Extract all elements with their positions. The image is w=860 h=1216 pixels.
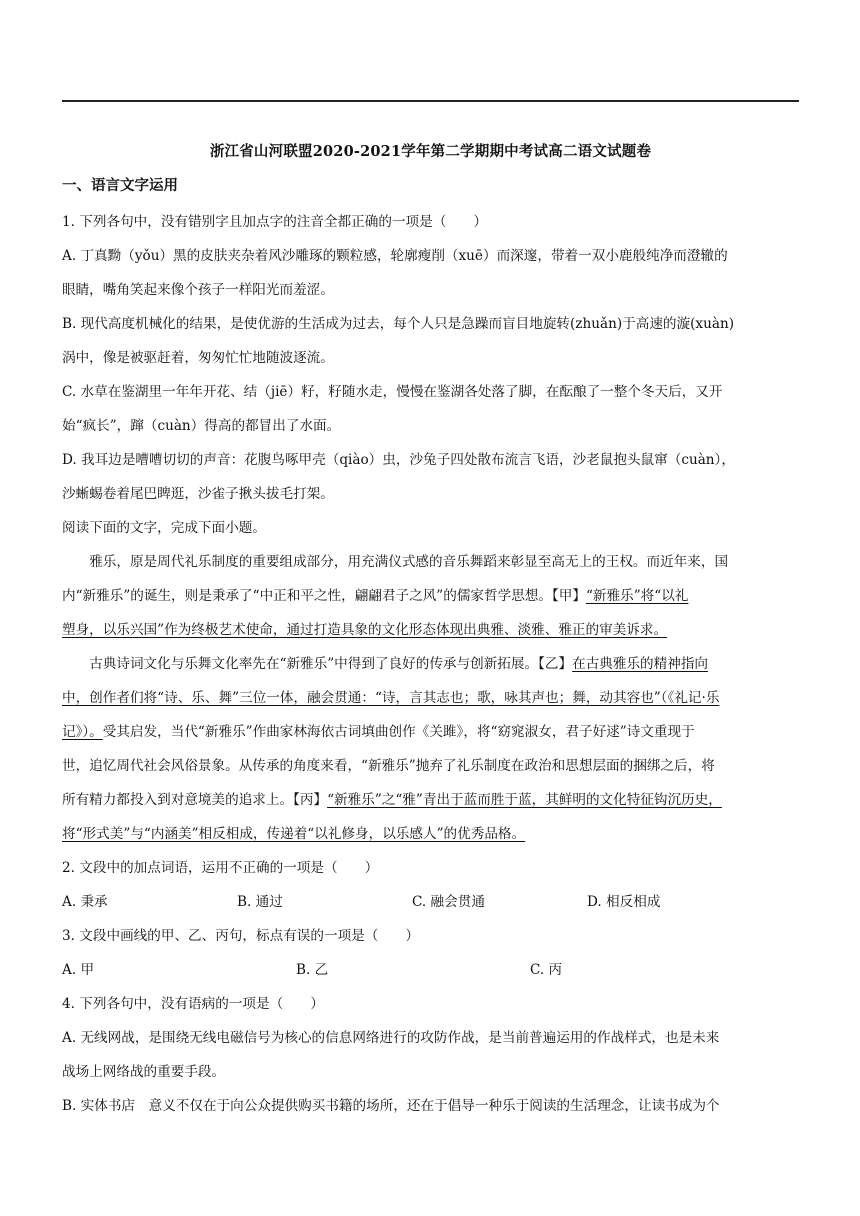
q1-option-a-line2: 眼睛，嘴角笑起来像个孩子一样阳光而羞涩。 xyxy=(62,282,334,298)
text-span: 受其启发，当代“新雅乐”作曲家林海依古词填曲创作《关雎》，将“窈窕淑女，君子好逑”诗文重现于 xyxy=(102,724,695,740)
document-body xyxy=(62,205,799,1123)
passage-para2-line3 xyxy=(62,715,799,749)
passage-para2-line6: 将“形式美”与“内涵美”相反相成，传递着“以礼修身，以乐感人”的优秀品格。 xyxy=(62,826,526,842)
q3-option-b[interactable]: B. 乙 xyxy=(296,962,329,978)
q3-option-a[interactable]: A. 甲 xyxy=(62,962,95,978)
passage-para2-line2: 中，创作者们将“诗、乐、舞”三位一体，融会贯通：“诗，言其志也；歌，咏其声也；舞，动其容也”（《礼记·乐 xyxy=(62,690,720,706)
q2-option-b[interactable]: B. 通过 xyxy=(237,894,283,910)
underlined-sentence-yi: 在古典雅乐的精神指向 xyxy=(572,656,709,672)
q1-option-d-line2: 沙蜥蜴卷着尾巴睥逛，沙雀子揪头拔毛打架。 xyxy=(62,486,334,502)
q1-option-c-line2: 始“疯长”，蹿（cuàn）得高的都冒出了水面。 xyxy=(62,418,341,434)
section-heading: 一、语言文字运用 xyxy=(62,177,178,194)
q4-stem: 4. 下列各句中，没有语病的一项是（ ） xyxy=(62,996,324,1012)
passage-para1-line2 xyxy=(62,579,799,613)
passage-para2-line4: 世，追忆周代社会风俗景象。从传承的角度来看，“新雅乐”抛弃了礼乐制度在政治和思想层面的捆绑之后，将 xyxy=(62,758,715,774)
q2-option-a[interactable]: A. 秉承 xyxy=(62,894,108,910)
q2-option-d[interactable]: D. 相反相成 xyxy=(587,894,661,910)
q1-option-c-line1: C. 水草在鉴湖里一年年开花、结（jiē）籽，籽随水走，慢慢在鉴湖各处落了脚，在酝酿了一整个冬天后，又开 xyxy=(62,384,723,400)
q1-option-d-line1: D. 我耳边是嘈嘈切切的声音：花腹鸟啄甲壳（qiào）虫，沙兔子四处散布流言飞语，沙老鼠抱头鼠窜（cuàn）， xyxy=(62,452,735,468)
passage-para1-line1: 雅乐，原是周代礼乐制度的重要组成部分，用充满仪式感的音乐舞蹈来彰显至高无上的王权。而近年来，国 xyxy=(89,554,729,570)
q1-option-b-line1: B. 现代高度机械化的结果，是使优游的生活成为过去，每个人只是急躁而盲目地旋转(zhuǎn)于高速的漩(xuàn) xyxy=(62,316,734,332)
q3-option-c[interactable]: C. 丙 xyxy=(530,962,563,978)
q2-options xyxy=(62,885,799,919)
q2-stem: 2. 文段中的加点词语，运用不正确的一项是（ ） xyxy=(62,860,379,876)
exam-title: 浙江省山河联盟2020-2021学年第二学期期中考试高二语文试题卷 xyxy=(209,143,652,160)
header-rule xyxy=(62,100,799,102)
text-span: 所有精力都投入到对意境美的追求上。【丙】 xyxy=(62,792,328,808)
q1-option-a-line1: A. 丁真黝（yǒu）黑的皮肤夹杂着风沙雕琢的颗粒感，轮廓瘦削（xuē）而深邃，带着一双小鹿般纯净而澄辙的 xyxy=(62,248,728,264)
text-span: 古典诗词文化与乐舞文化率先在“新雅乐”中得到了良好的传承与创新拓展。【乙】 xyxy=(89,656,573,672)
reading-intro: 阅读下面的文字，完成下面小题。 xyxy=(62,520,266,536)
passage-para1-line3: 塑身，以乐兴国”作为终极艺术使命，通过打造具象的文化形态体现出典雅、淡雅、雅正的审美诉求。 xyxy=(62,622,668,638)
underlined-sentence-bing: “新雅乐”之“雅”青出于蓝而胜于蓝，其鲜明的文化特征钩沉历史， xyxy=(327,792,722,808)
text-span: 内“新雅乐”的诞生，则是秉承了“中正和平之性，翩翩君子之风”的儒家哲学思想。【甲】 xyxy=(62,588,586,604)
q3-options xyxy=(62,953,799,987)
q4-option-a-line1: A. 无线网战，是围绕无线电磁信号为核心的信息网络进行的攻防作战，是当前普遍运用的作战样式，也是未来 xyxy=(62,1030,720,1046)
q2-option-c[interactable]: C. 融会贯通 xyxy=(412,894,485,910)
passage-para2-line5 xyxy=(62,783,799,817)
q1-option-b-line2: 涡中，像是被驱赶着，匆匆忙忙地随波逐流。 xyxy=(62,350,334,366)
passage-para2-line1 xyxy=(62,647,799,681)
q3-stem: 3. 文段中画线的甲、乙、丙句，标点有误的一项是（ ） xyxy=(62,928,420,944)
q4-option-a-line2: 战场上网络战的重要手段。 xyxy=(62,1064,226,1080)
underlined-text: 记》）。 xyxy=(62,724,103,740)
underlined-sentence-jia: “新雅乐”将“以礼 xyxy=(585,588,689,604)
q1-stem: 1. 下列各句中，没有错别字且加点字的注音全都正确的一项是（ ） xyxy=(62,214,488,230)
q4-option-b-line1: B. 实体书店 意义不仅在于向公众提供购买书籍的场所，还在于倡导一种乐于阅读的生活理念，让读书成为个 xyxy=(62,1098,720,1114)
